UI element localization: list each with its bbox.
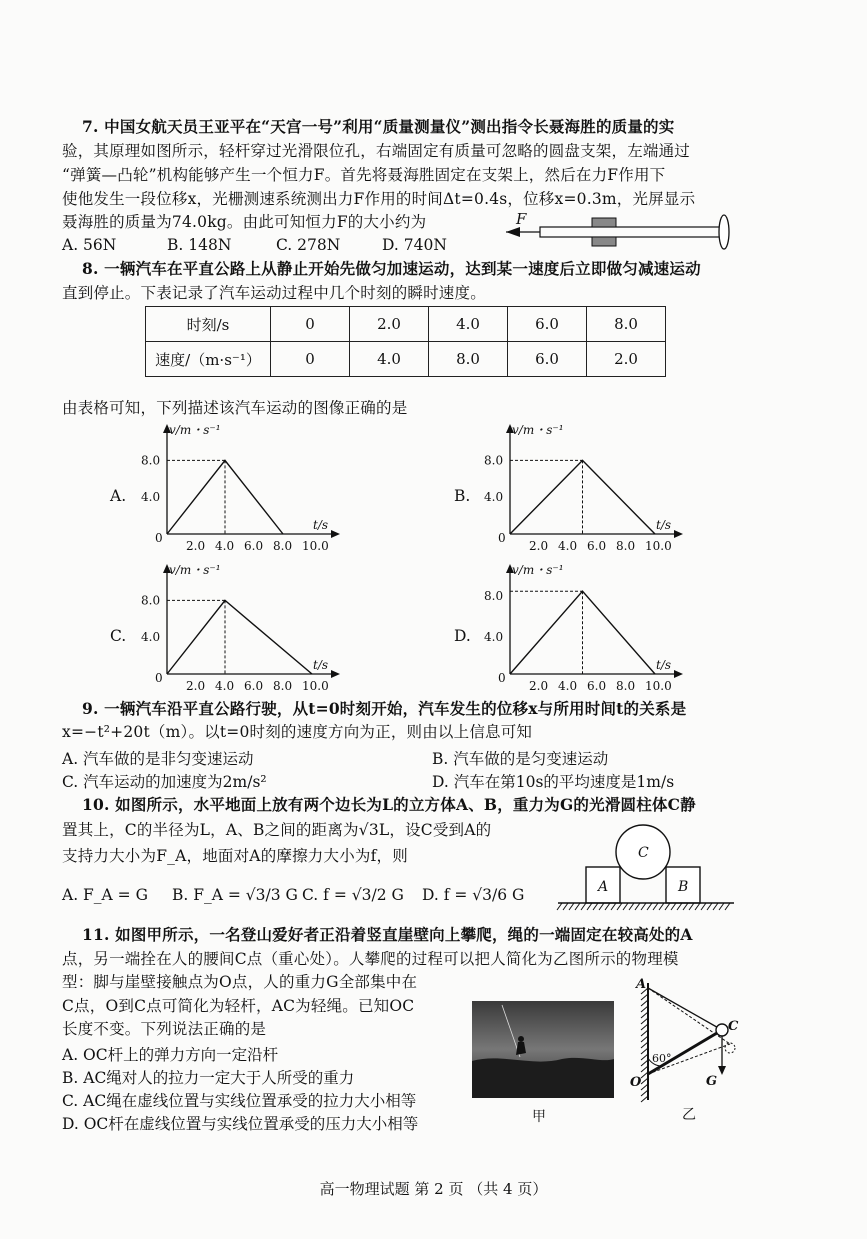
table-cell: 6.0 bbox=[508, 342, 587, 377]
hatch-mark bbox=[641, 1066, 648, 1072]
q10-option-c[interactable]: C. f = √3/2 G bbox=[302, 886, 404, 904]
q10-option-a[interactable]: A. F_A = G bbox=[62, 886, 148, 904]
climber-model-diagram bbox=[626, 978, 746, 1108]
table-cell: 2.0 bbox=[350, 307, 429, 342]
y-axis-label: v/m・s⁻¹ bbox=[169, 423, 221, 437]
x-tick-label: 8.0 bbox=[273, 539, 293, 553]
x-tick-label: 8.0 bbox=[273, 679, 293, 693]
hatch-mark bbox=[641, 903, 646, 910]
x-tick-label: 2.0 bbox=[529, 679, 549, 693]
table-cell: 6.0 bbox=[508, 307, 587, 342]
hatch-mark bbox=[653, 903, 658, 910]
hatch-mark bbox=[641, 1024, 648, 1030]
hatch-mark bbox=[623, 903, 628, 910]
ground-hatch bbox=[557, 903, 730, 910]
hatch-mark bbox=[677, 903, 682, 910]
q11-option-d[interactable]: D. OC杆在虚线位置与实线位置承受的压力大小相等 bbox=[62, 1115, 419, 1133]
y-tick-label: 4.0 bbox=[484, 630, 504, 645]
q11-option-b[interactable]: B. AC绳对人的拉力一定大于人所受的重力 bbox=[62, 1069, 355, 1087]
x-tick-label: 10.0 bbox=[645, 679, 672, 693]
hatch-mark bbox=[641, 1072, 648, 1078]
hatch-mark bbox=[719, 903, 724, 910]
q7-line-1: 7. 中国女航天员王亚平在“天宫一号”利用“质量测量仪”测出指令长聂海胜的质量的实 bbox=[82, 117, 675, 136]
hatch-mark bbox=[647, 903, 652, 910]
hatch-mark bbox=[695, 903, 700, 910]
hatch-mark bbox=[725, 903, 730, 910]
table-cell: 2.0 bbox=[587, 342, 666, 377]
hatch-mark bbox=[641, 1096, 648, 1102]
hatch-mark bbox=[617, 903, 622, 910]
label-a: A bbox=[598, 879, 609, 895]
table-cell: 速度/（m·s⁻¹） bbox=[146, 342, 271, 377]
hatch-mark bbox=[593, 903, 598, 910]
q7-line-3: “弹簧—凸轮”机构能够产生一个恒力F。首先将聂海胜固定在支架上，然后在力F作用下 bbox=[62, 166, 666, 184]
climber-photo bbox=[472, 1001, 614, 1098]
light-rod bbox=[540, 227, 720, 237]
x-axis-arrow bbox=[331, 670, 340, 678]
hatch-mark bbox=[641, 1060, 648, 1066]
hatch-mark bbox=[629, 903, 634, 910]
hatch-mark bbox=[707, 903, 712, 910]
x-tick-label: 4.0 bbox=[558, 539, 578, 553]
q10-line-1: 10. 如图所示，水平地面上放有两个边长为L的立方体A、B，重力为G的光滑圆柱体C静 bbox=[82, 795, 696, 814]
x-tick-label: 6.0 bbox=[244, 679, 264, 693]
origin-label: 0 bbox=[498, 531, 506, 545]
q7-option-c[interactable]: C. 278N bbox=[276, 236, 341, 254]
hatch-mark bbox=[701, 903, 706, 910]
cylinder-cubes-diagram bbox=[556, 815, 736, 915]
hatch-mark bbox=[605, 903, 610, 910]
hatch-mark bbox=[641, 994, 648, 1000]
hatch-mark bbox=[575, 903, 580, 910]
q9-option-c[interactable]: C. 汽车运动的加速度为2m/s² bbox=[62, 773, 267, 791]
table-cell: 0 bbox=[271, 307, 350, 342]
y-tick-label: 4.0 bbox=[484, 490, 504, 505]
q8-line-1: 8. 一辆汽车在平直公路上从静止开始先做匀加速运动，达到某一速度后立即做匀减速运动 bbox=[82, 259, 701, 278]
q9-option-d[interactable]: D. 汽车在第10s的平均速度是1m/s bbox=[432, 773, 675, 791]
page-footer: 高一物理试题 第 2 页 （共 4 页） bbox=[319, 1180, 548, 1198]
y-tick-label: 8.0 bbox=[484, 588, 504, 603]
mass-measurement-diagram bbox=[500, 208, 750, 252]
diagram-caption-yi: 乙 bbox=[682, 1107, 696, 1123]
hatch-mark bbox=[641, 1054, 648, 1060]
q9-line-1: 9. 一辆汽车沿平直公路行驶，从t=0时刻开始，汽车发生的位移x与所用时间t的关系是 bbox=[82, 699, 687, 718]
x-tick-label: 10.0 bbox=[302, 679, 329, 693]
x-axis-label: t/s bbox=[313, 658, 329, 672]
y-axis-label: v/m・s⁻¹ bbox=[512, 563, 564, 577]
table-cell: 0 bbox=[271, 342, 350, 377]
hatch-mark bbox=[641, 1090, 648, 1096]
y-tick-label: 8.0 bbox=[484, 453, 504, 468]
origin-label: 0 bbox=[498, 671, 506, 685]
table-cell: 4.0 bbox=[350, 342, 429, 377]
hatch-mark bbox=[641, 1030, 648, 1036]
q11-line-2: 点，另一端拴在人的腰间C点（重心处）。人攀爬的过程可以把人简化为乙图所示的物理模 bbox=[62, 950, 679, 968]
limit-hole-bottom bbox=[592, 237, 616, 246]
x-tick-label: 2.0 bbox=[529, 539, 549, 553]
photo-caption-jia: 甲 bbox=[532, 1109, 546, 1125]
label-c: C bbox=[728, 1019, 739, 1034]
x-tick-label: 10.0 bbox=[302, 539, 329, 553]
hatch-mark bbox=[671, 903, 676, 910]
label-a: A bbox=[636, 978, 647, 992]
q11-line-1: 11. 如图甲所示，一名登山爱好者正沿着竖直崖壁向上攀爬，绳的一端固定在较高处的A bbox=[82, 925, 693, 944]
graph-c-option[interactable]: C. bbox=[110, 627, 127, 645]
hatch-mark bbox=[563, 903, 568, 910]
graph-a-option[interactable]: A. bbox=[110, 487, 127, 505]
y-tick-label: 8.0 bbox=[141, 453, 161, 468]
hatch-mark bbox=[659, 903, 664, 910]
origin-label: 0 bbox=[155, 671, 163, 685]
velocity-table bbox=[145, 306, 666, 377]
x-tick-label: 4.0 bbox=[215, 539, 235, 553]
q7-line-2: 验，其原理如图所示，轻杆穿过光滑限位孔，右端固定有质量可忽略的圆盘支架，左端通过 bbox=[62, 142, 691, 160]
hatch-mark bbox=[713, 903, 718, 910]
graph-c bbox=[135, 558, 350, 698]
x-tick-label: 6.0 bbox=[587, 539, 607, 553]
arrow-head bbox=[506, 227, 520, 237]
hatch-mark bbox=[641, 1048, 648, 1054]
table-cell: 8.0 bbox=[587, 307, 666, 342]
graph-b bbox=[478, 418, 693, 558]
x-axis-label: t/s bbox=[313, 518, 329, 532]
q9-option-b[interactable]: B. 汽车做的是匀变速运动 bbox=[432, 750, 609, 768]
hatch-mark bbox=[641, 1036, 648, 1042]
rope-ac bbox=[648, 988, 722, 1030]
q8-line-2: 直到停止。下表记录了汽车运动过程中几个时刻的瞬时速度。 bbox=[62, 284, 486, 302]
graph-a bbox=[135, 418, 350, 558]
point-c bbox=[716, 1024, 728, 1036]
x-axis-arrow bbox=[331, 530, 340, 538]
x-axis-arrow bbox=[674, 530, 683, 538]
label-b: B bbox=[678, 879, 689, 895]
label-c: C bbox=[638, 845, 649, 861]
y-tick-label: 4.0 bbox=[141, 490, 161, 505]
hatch-mark bbox=[557, 903, 562, 910]
hatch-mark bbox=[611, 903, 616, 910]
q9-option-a[interactable]: A. 汽车做的是非匀变速运动 bbox=[62, 750, 254, 768]
y-tick-label: 4.0 bbox=[141, 630, 161, 645]
y-axis-label: v/m・s⁻¹ bbox=[512, 423, 564, 437]
x-tick-label: 8.0 bbox=[616, 679, 636, 693]
graph-d bbox=[478, 558, 693, 698]
hatch-mark bbox=[641, 1000, 648, 1006]
origin-label: 0 bbox=[155, 531, 163, 545]
graph-b-option[interactable]: B. bbox=[454, 487, 471, 505]
table-row bbox=[146, 342, 666, 377]
rope-ac-dashed bbox=[648, 988, 730, 1044]
table-row bbox=[146, 307, 666, 342]
q10-line-2: 置其上，C的半径为L，A、B之间的距离为√3L，设C受到A的 bbox=[62, 821, 492, 839]
q11-option-c[interactable]: C. AC绳在虚线位置与实线位置承受的拉力大小相等 bbox=[62, 1092, 417, 1110]
disk-holder bbox=[719, 215, 729, 249]
x-tick-label: 4.0 bbox=[215, 679, 235, 693]
wall-hatch bbox=[641, 988, 648, 1102]
graph-d-option[interactable]: D. bbox=[454, 627, 471, 645]
q10-line-3: 支持力大小为F_A，地面对A的摩擦力大小为f，则 bbox=[62, 847, 408, 865]
q11-line-4: C点，O到C点可简化为轻杆，AC为轻绳。已知OC bbox=[62, 997, 415, 1015]
hatch-mark bbox=[641, 1042, 648, 1048]
hatch-mark bbox=[641, 1084, 648, 1090]
q7-option-b[interactable]: B. 148N bbox=[167, 236, 232, 254]
q11-option-a[interactable]: A. OC杆上的弹力方向一定沿杆 bbox=[62, 1046, 279, 1064]
hatch-mark bbox=[641, 1012, 648, 1018]
q7-option-a[interactable]: A. 56N bbox=[62, 236, 117, 254]
x-tick-label: 8.0 bbox=[616, 539, 636, 553]
y-axis-label: v/m・s⁻¹ bbox=[169, 563, 221, 577]
q11-line-5: 长度不变。下列说法正确的是 bbox=[62, 1020, 267, 1038]
label-o: O bbox=[630, 1075, 642, 1090]
q8-prompt: 由表格可知，下列描述该汽车运动的图像正确的是 bbox=[62, 399, 408, 417]
hatch-mark bbox=[683, 903, 688, 910]
hatch-mark bbox=[689, 903, 694, 910]
x-tick-label: 6.0 bbox=[587, 679, 607, 693]
q11-line-3: 型：脚与崖壁接触点为O点，人的重力G全部集中在 bbox=[62, 973, 418, 991]
x-axis-label: t/s bbox=[656, 518, 672, 532]
q7-option-d[interactable]: D. 740N bbox=[382, 236, 447, 254]
vt-line bbox=[167, 600, 312, 674]
hatch-mark bbox=[641, 1006, 648, 1012]
hatch-mark bbox=[641, 1078, 648, 1084]
x-tick-label: 4.0 bbox=[558, 679, 578, 693]
label-g: G bbox=[706, 1074, 718, 1089]
table-cell: 时刻/s bbox=[146, 307, 271, 342]
label-angle: 60° bbox=[652, 1052, 672, 1065]
x-tick-label: 6.0 bbox=[244, 539, 264, 553]
hatch-mark bbox=[587, 903, 592, 910]
hatch-mark bbox=[665, 903, 670, 910]
x-axis-label: t/s bbox=[656, 658, 672, 672]
q9-line-2: x=−t²+20t（m）。以t=0时刻的速度方向为正，则由以上信息可知 bbox=[62, 723, 533, 741]
force-f-label: F bbox=[516, 210, 527, 228]
q7-line-4: 使他发生一段位移x，光栅测速系统测出力F作用的时间Δt=0.4s，位移x=0.3m，光屏显示 bbox=[62, 190, 696, 208]
table-cell: 8.0 bbox=[429, 342, 508, 377]
q10-option-b[interactable]: B. F_A = √3/3 G bbox=[172, 886, 298, 904]
limit-hole-top bbox=[592, 218, 616, 227]
x-tick-label: 10.0 bbox=[645, 539, 672, 553]
gravity-arrow-head bbox=[718, 1066, 726, 1075]
hatch-mark bbox=[641, 1018, 648, 1024]
q7-line-5: 聂海胜的质量为74.0kg。由此可知恒力F的大小约为 bbox=[62, 213, 427, 231]
hatch-mark bbox=[581, 903, 586, 910]
table-cell: 4.0 bbox=[429, 307, 508, 342]
hatch-mark bbox=[635, 903, 640, 910]
x-tick-label: 2.0 bbox=[186, 539, 206, 553]
x-axis-arrow bbox=[674, 670, 683, 678]
x-tick-label: 2.0 bbox=[186, 679, 206, 693]
y-tick-label: 8.0 bbox=[141, 593, 161, 608]
hatch-mark bbox=[599, 903, 604, 910]
hatch-mark bbox=[569, 903, 574, 910]
q10-option-d[interactable]: D. f = √3/6 G bbox=[422, 886, 525, 904]
